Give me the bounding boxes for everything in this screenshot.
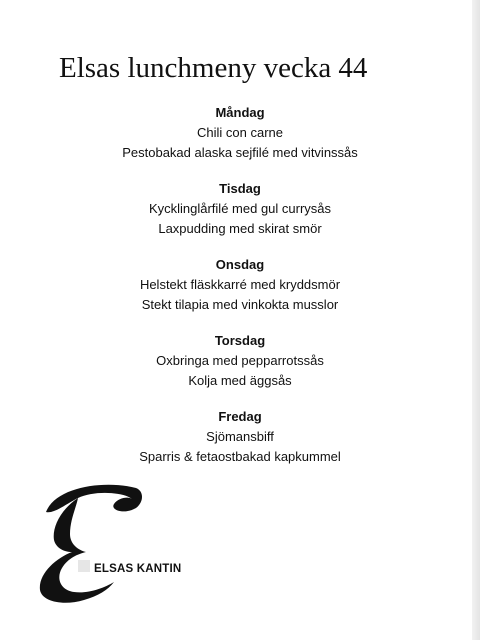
dish-item: Kolja med äggsås xyxy=(188,373,292,388)
page-title: Elsas lunchmeny vecka 44 xyxy=(59,52,368,84)
logo-accent xyxy=(78,560,90,572)
logo-text: ELSAS KANTIN xyxy=(94,563,182,575)
dish-item: Pestobakad alaska sejfilé med vitvinssås xyxy=(122,145,358,160)
day-section-monday xyxy=(0,104,480,180)
dish-item: Sjömansbiff xyxy=(206,429,274,444)
day-section-thursday xyxy=(0,332,480,408)
dish-item: Laxpudding med skirat smör xyxy=(158,221,322,236)
logo-body xyxy=(40,498,114,603)
weekly-menu xyxy=(0,104,480,484)
dish-item: Oxbringa med pepparrotssås xyxy=(156,353,324,368)
day-heading: Torsdag xyxy=(214,333,266,348)
day-heading: Fredag xyxy=(218,409,262,424)
logo-flourish xyxy=(46,485,142,513)
day-heading: Onsdag xyxy=(215,257,265,272)
elsas-kantin-logo xyxy=(32,482,144,604)
day-section-tuesday xyxy=(0,180,480,256)
day-section-wednesday xyxy=(0,256,480,332)
dish-item: Chili con carne xyxy=(197,125,283,140)
day-heading: Tisdag xyxy=(219,181,261,196)
day-section-friday xyxy=(0,408,480,484)
day-heading: Måndag xyxy=(215,105,265,120)
dish-item: Sparris & fetaostbakad kapkummel xyxy=(139,449,341,464)
dish-item: Kycklinglårfilé med gul currysås xyxy=(148,201,332,216)
dish-item: Stekt tilapia med vinkokta musslor xyxy=(141,297,339,312)
dish-item: Helstekt fläskkarré med kryddsmör xyxy=(139,277,341,292)
